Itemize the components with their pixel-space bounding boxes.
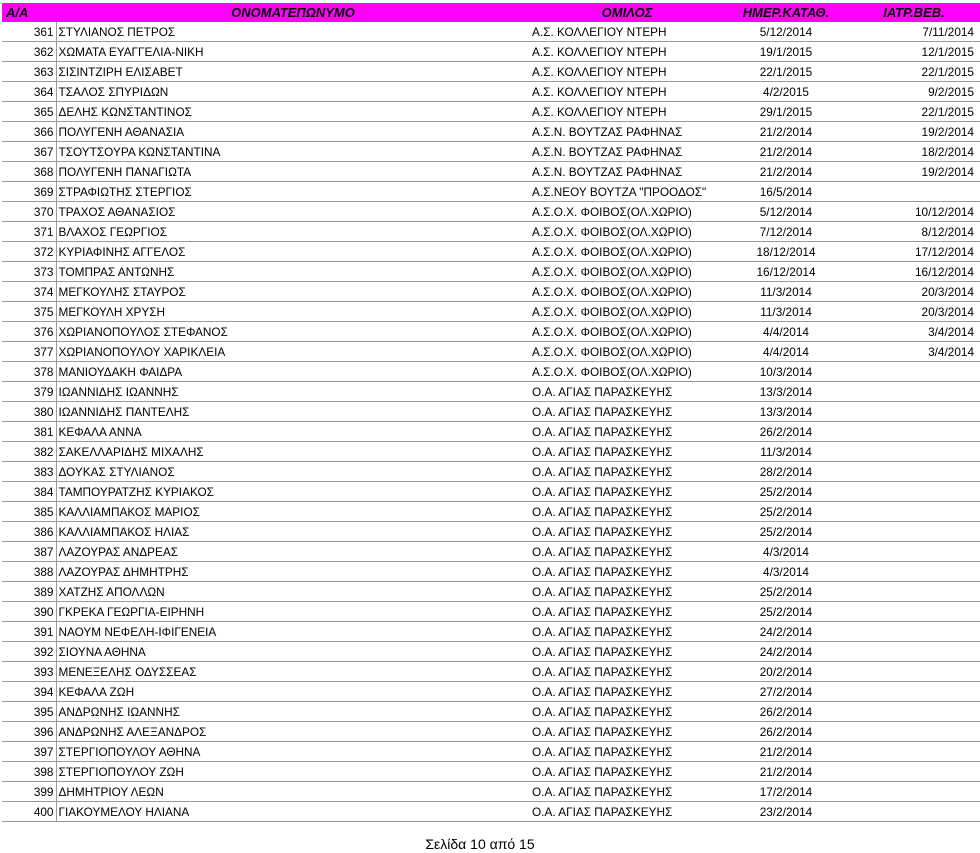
table-row [2,542,980,562]
athlete-name: ΜΑΝΙΟΥΔΑΚΗ ΦΑΙΔΡΑ [56,362,532,382]
table-row [2,182,980,202]
athlete-registry-table [2,3,980,822]
row-number: 392 [2,642,56,662]
registration-date: 4/3/2014 [722,542,850,562]
athlete-name: ΣΑΚΕΛΛΑΡΙΔΗΣ ΜΙΧΑΛΗΣ [56,442,532,462]
registration-date: 4/3/2014 [722,562,850,582]
club-name: Α.Σ. ΚΟΛΛΕΓΙΟΥ ΝΤΕΡΗ [532,82,722,102]
row-number: 377 [2,342,56,362]
medical-certificate-date: 12/1/2015 [850,42,980,62]
medical-certificate-date [850,482,980,502]
club-name: Α.Σ.Ο.Χ. ΦΟΙΒΟΣ(ΟΛ.ΧΩΡΙΟ) [532,362,722,382]
athlete-name: ΧΩΡΙΑΝΟΠΟΥΛΟΣ ΣΤΕΦΑΝΟΣ [56,322,532,342]
club-name: Α.Σ.ΝΕΟΥ ΒΟΥΤΖΑ "ΠΡΟΟΔΟΣ" [532,182,722,202]
header-name: ΟΝΟΜΑΤΕΠΩΝΥΜΟ [56,3,532,22]
table-row [2,742,980,762]
row-number: 388 [2,562,56,582]
table-row [2,242,980,262]
medical-certificate-date: 7/11/2014 [850,22,980,42]
table-row [2,642,980,662]
table-row [2,682,980,702]
athlete-name: ΔΗΜΗΤΡΙΟΥ ΛΕΩΝ [56,782,532,802]
registration-date: 26/2/2014 [722,722,850,742]
row-number: 374 [2,282,56,302]
table-row [2,502,980,522]
registration-date: 10/3/2014 [722,362,850,382]
club-name: Ο.Α. ΑΓΙΑΣ ΠΑΡΑΣΚΕΥΗΣ [532,582,722,602]
table-row [2,602,980,622]
table-row [2,562,980,582]
registration-date: 29/1/2015 [722,102,850,122]
registration-date: 21/2/2014 [722,122,850,142]
medical-certificate-date [850,362,980,382]
registration-date: 25/2/2014 [722,502,850,522]
registration-date: 21/2/2014 [722,162,850,182]
athlete-name: ΔΕΛΗΣ ΚΩΝΣΤΑΝΤΙΝΟΣ [56,102,532,122]
athlete-name: ΧΩΜΑΤΑ ΕΥΑΓΓΕΛΙΑ-ΝΙΚΗ [56,42,532,62]
club-name: Ο.Α. ΑΓΙΑΣ ΠΑΡΑΣΚΕΥΗΣ [532,522,722,542]
medical-certificate-date [850,582,980,602]
row-number: 396 [2,722,56,742]
header-num: A/A [2,3,56,22]
athlete-name: ΚΕΦΑΛΑ ΖΩΗ [56,682,532,702]
athlete-name: ΝΑΟΥΜ ΝΕΦΕΛΗ-ΙΦΙΓΕΝΕΙΑ [56,622,532,642]
athlete-name: ΔΟΥΚΑΣ ΣΤΥΛΙΑΝΟΣ [56,462,532,482]
registration-date: 4/4/2014 [722,322,850,342]
row-number: 372 [2,242,56,262]
registration-date: 21/2/2014 [722,742,850,762]
registration-date: 23/2/2014 [722,802,850,822]
club-name: Ο.Α. ΑΓΙΑΣ ΠΑΡΑΣΚΕΥΗΣ [532,662,722,682]
row-number: 362 [2,42,56,62]
club-name: Α.Σ.Ο.Χ. ΦΟΙΒΟΣ(ΟΛ.ΧΩΡΙΟ) [532,242,722,262]
club-name: Ο.Α. ΑΓΙΑΣ ΠΑΡΑΣΚΕΥΗΣ [532,642,722,662]
club-name: Α.Σ. ΚΟΛΛΕΓΙΟΥ ΝΤΕΡΗ [532,22,722,42]
medical-certificate-date: 10/12/2014 [850,202,980,222]
table-body [2,22,980,822]
page-number-footer: Σελίδα 10 από 15 [425,836,535,852]
athlete-name: ΙΩΑΝΝΙΔΗΣ ΙΩΑΝΝΗΣ [56,382,532,402]
registration-date: 25/2/2014 [722,582,850,602]
club-name: Α.Σ. ΚΟΛΛΕΓΙΟΥ ΝΤΕΡΗ [532,62,722,82]
registration-date: 24/2/2014 [722,622,850,642]
table-row [2,362,980,382]
registration-date: 27/2/2014 [722,682,850,702]
club-name: Ο.Α. ΑΓΙΑΣ ΠΑΡΑΣΚΕΥΗΣ [532,422,722,442]
registration-date: 22/1/2015 [722,62,850,82]
club-name: Ο.Α. ΑΓΙΑΣ ΠΑΡΑΣΚΕΥΗΣ [532,502,722,522]
row-number: 391 [2,622,56,642]
row-number: 389 [2,582,56,602]
row-number: 394 [2,682,56,702]
table-row [2,202,980,222]
table-row [2,162,980,182]
row-number: 397 [2,742,56,762]
club-name: Ο.Α. ΑΓΙΑΣ ΠΑΡΑΣΚΕΥΗΣ [532,462,722,482]
club-name: Α.Σ.Ο.Χ. ΦΟΙΒΟΣ(ΟΛ.ΧΩΡΙΟ) [532,282,722,302]
table-row [2,582,980,602]
athlete-name: ΧΩΡΙΑΝΟΠΟΥΛΟΥ ΧΑΡΙΚΛΕΙΑ [56,342,532,362]
medical-certificate-date: 17/12/2014 [850,242,980,262]
row-number: 367 [2,142,56,162]
club-name: Α.Σ. ΚΟΛΛΕΓΙΟΥ ΝΤΕΡΗ [532,42,722,62]
registration-date: 18/12/2014 [722,242,850,262]
row-number: 384 [2,482,56,502]
club-name: Α.Σ.Ο.Χ. ΦΟΙΒΟΣ(ΟΛ.ΧΩΡΙΟ) [532,302,722,322]
table-header-row [2,3,980,22]
club-name: Α.Σ.Ο.Χ. ΦΟΙΒΟΣ(ΟΛ.ΧΩΡΙΟ) [532,342,722,362]
club-name: Ο.Α. ΑΓΙΑΣ ΠΑΡΑΣΚΕΥΗΣ [532,482,722,502]
club-name: Ο.Α. ΑΓΙΑΣ ΠΑΡΑΣΚΕΥΗΣ [532,682,722,702]
medical-certificate-date [850,802,980,822]
row-number: 382 [2,442,56,462]
club-name: Α.Σ. ΚΟΛΛΕΓΙΟΥ ΝΤΕΡΗ [532,102,722,122]
medical-certificate-date [850,502,980,522]
registration-date: 4/2/2015 [722,82,850,102]
medical-certificate-date [850,742,980,762]
registration-date: 25/2/2014 [722,602,850,622]
row-number: 395 [2,702,56,722]
medical-certificate-date [850,562,980,582]
registration-date: 19/1/2015 [722,42,850,62]
medical-certificate-date [850,382,980,402]
row-number: 369 [2,182,56,202]
registration-date: 11/3/2014 [722,302,850,322]
medical-certificate-date: 19/2/2014 [850,122,980,142]
registration-date: 21/2/2014 [722,142,850,162]
athlete-name: ΑΝΔΡΩΝΗΣ ΑΛΕΞΑΝΔΡΟΣ [56,722,532,742]
athlete-name: ΓΙΑΚΟΥΜΕΛΟΥ ΗΛΙΑΝΑ [56,802,532,822]
table-row [2,22,980,42]
athlete-name: ΧΑΤΖΗΣ ΑΠΟΛΛΩΝ [56,582,532,602]
row-number: 380 [2,402,56,422]
row-number: 381 [2,422,56,442]
medical-certificate-date [850,642,980,662]
row-number: 376 [2,322,56,342]
club-name: Ο.Α. ΑΓΙΑΣ ΠΑΡΑΣΚΕΥΗΣ [532,722,722,742]
table-row [2,102,980,122]
table-row [2,42,980,62]
registration-date: 20/2/2014 [722,662,850,682]
row-number: 390 [2,602,56,622]
registration-date: 7/12/2014 [722,222,850,242]
table-row [2,422,980,442]
row-number: 371 [2,222,56,242]
medical-certificate-date [850,542,980,562]
athlete-name: ΠΟΛΥΓΕΝΗ ΠΑΝΑΓΙΩΤΑ [56,162,532,182]
header-medical-certificate: ΙΑΤΡ.ΒΕΒ. [850,3,980,22]
athlete-name: ΤΟΜΠΡΑΣ ΑΝΤΩΝΗΣ [56,262,532,282]
row-number: 387 [2,542,56,562]
athlete-name: ΛΑΖΟΥΡΑΣ ΔΗΜΗΤΡΗΣ [56,562,532,582]
table-row [2,662,980,682]
table-row [2,142,980,162]
registration-date: 28/2/2014 [722,462,850,482]
athlete-name: ΑΝΔΡΩΝΗΣ ΙΩΑΝΝΗΣ [56,702,532,722]
table-row [2,222,980,242]
club-name: Ο.Α. ΑΓΙΑΣ ΠΑΡΑΣΚΕΥΗΣ [532,782,722,802]
row-number: 373 [2,262,56,282]
medical-certificate-date [850,422,980,442]
club-name: Ο.Α. ΑΓΙΑΣ ΠΑΡΑΣΚΕΥΗΣ [532,542,722,562]
athlete-name: ΛΑΖΟΥΡΑΣ ΑΝΔΡΕΑΣ [56,542,532,562]
registration-date: 25/2/2014 [722,482,850,502]
registration-date: 21/2/2014 [722,762,850,782]
club-name: Α.Σ.Ο.Χ. ΦΟΙΒΟΣ(ΟΛ.ΧΩΡΙΟ) [532,322,722,342]
row-number: 375 [2,302,56,322]
athlete-name: ΚΑΛΛΙΑΜΠΑΚΟΣ ΗΛΙΑΣ [56,522,532,542]
table-row [2,522,980,542]
athlete-name: ΤΣΟΥΤΣΟΥΡΑ ΚΩΝΣΤΑΝΤΙΝΑ [56,142,532,162]
club-name: Ο.Α. ΑΓΙΑΣ ΠΑΡΑΣΚΕΥΗΣ [532,802,722,822]
registration-date: 16/5/2014 [722,182,850,202]
medical-certificate-date: 16/12/2014 [850,262,980,282]
registration-date: 25/2/2014 [722,522,850,542]
medical-certificate-date [850,402,980,422]
table-row [2,282,980,302]
club-name: Ο.Α. ΑΓΙΑΣ ΠΑΡΑΣΚΕΥΗΣ [532,562,722,582]
medical-certificate-date: 3/4/2014 [850,342,980,362]
club-name: Α.Σ.Ο.Χ. ΦΟΙΒΟΣ(ΟΛ.ΧΩΡΙΟ) [532,262,722,282]
row-number: 363 [2,62,56,82]
athlete-name: ΜΕΓΚΟΥΛΗ ΧΡΥΣΗ [56,302,532,322]
table-row [2,322,980,342]
medical-certificate-date [850,722,980,742]
table-row [2,342,980,362]
registration-date: 13/3/2014 [722,382,850,402]
athlete-name: ΣΤΡΑΦΙΩΤΗΣ ΣΤΕΡΓΙΟΣ [56,182,532,202]
table-row [2,82,980,102]
table-row [2,262,980,282]
club-name: Ο.Α. ΑΓΙΑΣ ΠΑΡΑΣΚΕΥΗΣ [532,402,722,422]
athlete-name: ΣΙΣΙΝΤΖΙΡΗ ΕΛΙΣΑΒΕΤ [56,62,532,82]
row-number: 361 [2,22,56,42]
medical-certificate-date [850,662,980,682]
table-row [2,122,980,142]
registration-date: 26/2/2014 [722,422,850,442]
club-name: Ο.Α. ΑΓΙΑΣ ΠΑΡΑΣΚΕΥΗΣ [532,602,722,622]
row-number: 393 [2,662,56,682]
table-row [2,782,980,802]
row-number: 386 [2,522,56,542]
club-name: Α.Σ.Ν. ΒΟΥΤΖΑΣ ΡΑΦΗΝΑΣ [532,122,722,142]
registration-date: 16/12/2014 [722,262,850,282]
table-row [2,62,980,82]
club-name: Ο.Α. ΑΓΙΑΣ ΠΑΡΑΣΚΕΥΗΣ [532,382,722,402]
athlete-name: ΣΤΕΡΓΙΟΠΟΥΛΟΥ ΑΘΗΝΑ [56,742,532,762]
table-row [2,382,980,402]
row-number: 400 [2,802,56,822]
medical-certificate-date: 18/2/2014 [850,142,980,162]
medical-certificate-date: 20/3/2014 [850,302,980,322]
medical-certificate-date: 19/2/2014 [850,162,980,182]
row-number: 364 [2,82,56,102]
athlete-name: ΚΥΡΙΑΦΙΝΗΣ ΑΓΓΕΛΟΣ [56,242,532,262]
table-row [2,462,980,482]
medical-certificate-date [850,702,980,722]
registration-date: 13/3/2014 [722,402,850,422]
athlete-name: ΠΟΛΥΓΕΝΗ ΑΘΑΝΑΣΙΑ [56,122,532,142]
athlete-name: ΣΙΟΥΝΑ ΑΘΗΝΑ [56,642,532,662]
athlete-name: ΤΡΑΧΟΣ ΑΘΑΝΑΣΙΟΣ [56,202,532,222]
club-name: Ο.Α. ΑΓΙΑΣ ΠΑΡΑΣΚΕΥΗΣ [532,742,722,762]
table-row [2,482,980,502]
club-name: Ο.Α. ΑΓΙΑΣ ΠΑΡΑΣΚΕΥΗΣ [532,762,722,782]
medical-certificate-date [850,782,980,802]
registration-date: 24/2/2014 [722,642,850,662]
header-club: ΟΜΙΛΟΣ [532,3,722,22]
club-name: Α.Σ.Ο.Χ. ΦΟΙΒΟΣ(ΟΛ.ΧΩΡΙΟ) [532,222,722,242]
registration-date: 4/4/2014 [722,342,850,362]
club-name: Α.Σ.Ο.Χ. ΦΟΙΒΟΣ(ΟΛ.ΧΩΡΙΟ) [532,202,722,222]
medical-certificate-date [850,182,980,202]
table-row [2,762,980,782]
medical-certificate-date: 20/3/2014 [850,282,980,302]
table-row [2,442,980,462]
athlete-name: ΤΣΑΛΟΣ ΣΠΥΡΙΔΩΝ [56,82,532,102]
medical-certificate-date: 9/2/2015 [850,82,980,102]
row-number: 398 [2,762,56,782]
medical-certificate-date [850,682,980,702]
athlete-name: ΜΕΝΕΞΕΛΗΣ ΟΔΥΣΣΕΑΣ [56,662,532,682]
athlete-name: ΚΑΛΛΙΑΜΠΑΚΟΣ ΜΑΡΙΟΣ [56,502,532,522]
medical-certificate-date: 3/4/2014 [850,322,980,342]
athlete-name: ΣΤΕΡΓΙΟΠΟΥΛΟΥ ΖΩΗ [56,762,532,782]
table-row [2,702,980,722]
table-row [2,722,980,742]
medical-certificate-date [850,462,980,482]
row-number: 379 [2,382,56,402]
row-number: 365 [2,102,56,122]
registration-date: 11/3/2014 [722,442,850,462]
table-row [2,302,980,322]
athlete-name: ΣΤΥΛΙΑΝΟΣ ΠΕΤΡΟΣ [56,22,532,42]
table-row [2,402,980,422]
table-row [2,802,980,822]
athlete-name: ΒΛΑΧΟΣ ΓΕΩΡΓΙΟΣ [56,222,532,242]
medical-certificate-date: 22/1/2015 [850,62,980,82]
row-number: 366 [2,122,56,142]
header-registration-date: ΗΜΕΡ.ΚΑΤΑΘ. [722,3,850,22]
club-name: Α.Σ.Ν. ΒΟΥΤΖΑΣ ΡΑΦΗΝΑΣ [532,162,722,182]
club-name: Ο.Α. ΑΓΙΑΣ ΠΑΡΑΣΚΕΥΗΣ [532,442,722,462]
athlete-name: ΜΕΓΚΟΥΛΗΣ ΣΤΑΥΡΟΣ [56,282,532,302]
registration-date: 26/2/2014 [722,702,850,722]
table-row [2,622,980,642]
row-number: 378 [2,362,56,382]
athlete-name: ΓΚΡΕΚΑ ΓΕΩΡΓΙΑ-ΕΙΡΗΝΗ [56,602,532,622]
row-number: 385 [2,502,56,522]
row-number: 370 [2,202,56,222]
medical-certificate-date [850,522,980,542]
club-name: Α.Σ.Ν. ΒΟΥΤΖΑΣ ΡΑΦΗΝΑΣ [532,142,722,162]
medical-certificate-date [850,762,980,782]
medical-certificate-date: 8/12/2014 [850,222,980,242]
row-number: 399 [2,782,56,802]
club-name: Ο.Α. ΑΓΙΑΣ ΠΑΡΑΣΚΕΥΗΣ [532,622,722,642]
club-name: Ο.Α. ΑΓΙΑΣ ΠΑΡΑΣΚΕΥΗΣ [532,702,722,722]
registration-date: 11/3/2014 [722,282,850,302]
athlete-name: ΚΕΦΑΛΑ ΑΝΝΑ [56,422,532,442]
registration-date: 5/12/2014 [722,202,850,222]
row-number: 368 [2,162,56,182]
medical-certificate-date: 22/1/2015 [850,102,980,122]
registration-date: 5/12/2014 [722,22,850,42]
medical-certificate-date [850,602,980,622]
registration-date: 17/2/2014 [722,782,850,802]
medical-certificate-date [850,622,980,642]
athlete-name: ΤΑΜΠΟΥΡΑΤΖΗΣ ΚΥΡΙΑΚΟΣ [56,482,532,502]
row-number: 383 [2,462,56,482]
athlete-name: ΙΩΑΝΝΙΔΗΣ ΠΑΝΤΕΛΗΣ [56,402,532,422]
medical-certificate-date [850,442,980,462]
